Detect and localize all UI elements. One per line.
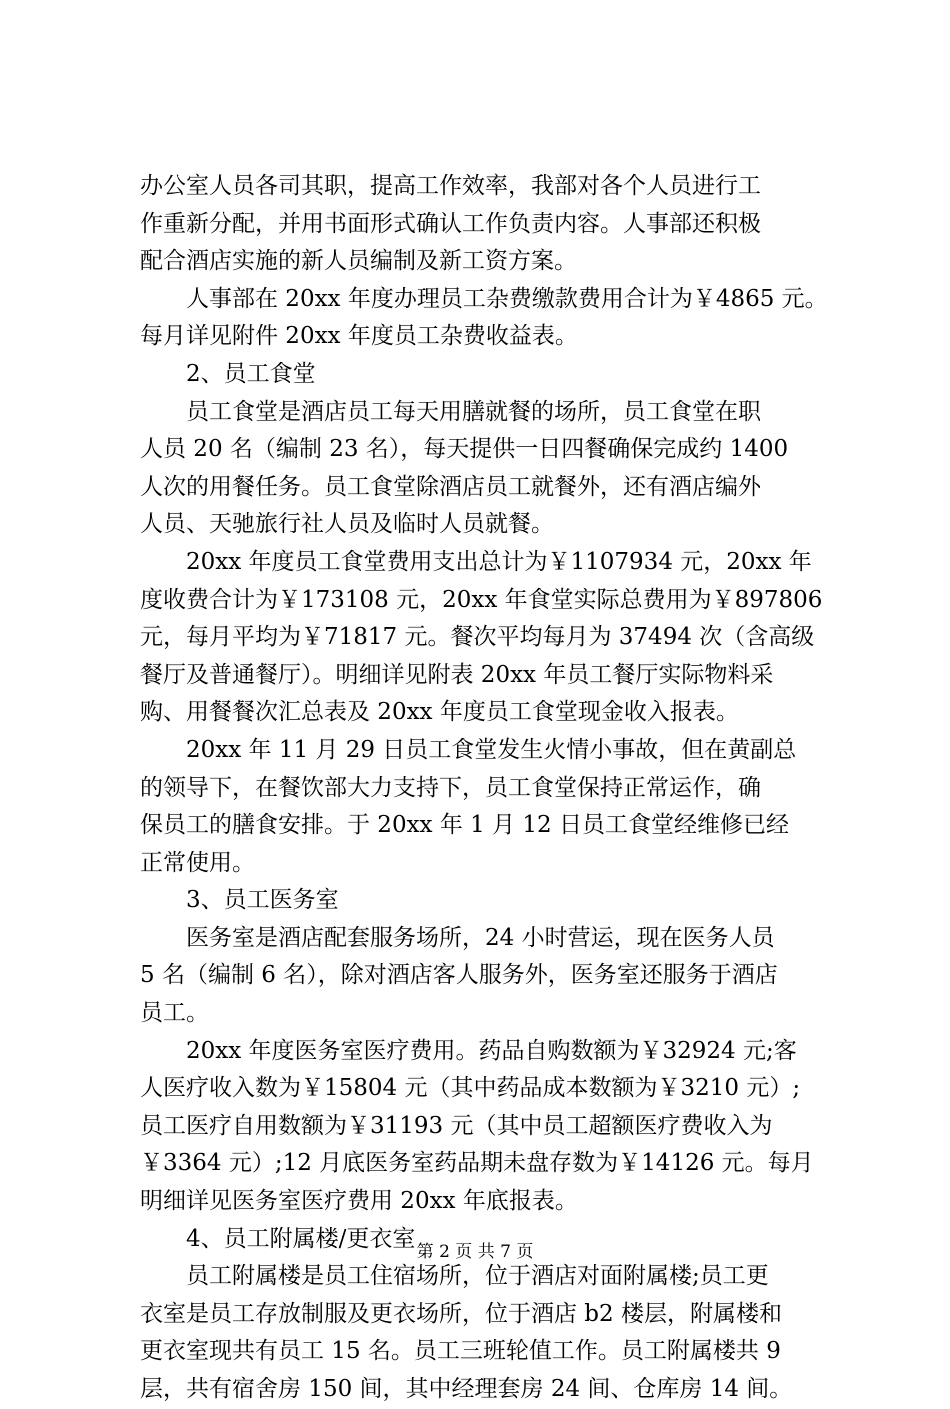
body-text-line: 保员工的膳食安排。于 20xx 年 1 月 12 日员工食堂经维修已经 [140,812,789,839]
section-heading-canteen: 2、员工食堂 [186,360,316,387]
body-text-line: 餐厅及普通餐厅）。明细详见附表 20xx 年员工餐厅实际物料采 [140,661,774,688]
body-text-line: 明细详见医务室医疗费用 20xx 年底报表。 [140,1188,578,1215]
document-body [140,168,830,1409]
paragraph-start-line: 20xx 年度员工食堂费用支出总计为￥1107934 元，20xx 年 [186,548,812,575]
page-number-footer: 第 2 页 共 7 页 [416,1242,534,1262]
body-text-line: 衣室是员工存放制服及更衣场所，位于酒店 b2 楼层，附属楼和 [140,1300,782,1327]
body-text-line: 5 名（编制 6 名），除对酒店客人服务外，医务室还服务于酒店 [140,962,778,989]
body-text-line: 人员 20 名（编制 23 名），每天提供一日四餐确保完成约 1400 [140,436,789,463]
section-heading-dormitory: 4、员工附属楼/更衣室 [186,1225,416,1252]
body-text-line: ￥3364 元）;12 月底医务室药品期未盘存数为￥14126 元。每月 [140,1150,814,1177]
body-text-line: 人次的用餐任务。员工食堂除酒店员工就餐外，还有酒店编外 [140,473,761,500]
paragraph-start-line: 医务室是酒店配套服务场所，24 小时营运，现在医务人员 [186,924,775,951]
body-text-line: 员工。 [140,1000,209,1027]
body-text-line: 配合酒店实施的新人员编制及新工资方案。 [140,248,577,275]
body-text-line: 每月详见附件 20xx 年度员工杂费收益表。 [140,323,578,350]
body-text-line: 度收费合计为￥173108 元，20xx 年食堂实际总费用为￥897806 [140,586,823,613]
body-text-line: 的领导下，在餐饮部大力支持下，员工食堂保持正常运作，确 [140,774,761,801]
paragraph-start-line: 员工食堂是酒店员工每天用膳就餐的场所，员工食堂在职 [186,398,761,425]
paragraph-start-line: 员工附属楼是员工住宿场所，位于酒店对面附属楼;员工更 [186,1263,769,1290]
body-text-line: 正常使用。 [140,849,255,876]
body-text-line: 层，共有宿舍房 150 间，其中经理套房 24 间、仓库房 14 间。 [140,1376,793,1402]
body-text-line: 更衣室现共有员工 15 名。员工三班轮值工作。员工附属楼共 9 [140,1338,781,1365]
section-heading-clinic: 3、员工医务室 [186,887,339,914]
paragraph-start-line: 20xx 年 11 月 29 日员工食堂发生火情小事故，但在黄副总 [186,736,797,763]
body-text-line: 办公室人员各司其职，提高工作效率，我部对各个人员进行工 [140,173,761,199]
body-text-line: 人员、天驰旅行社人员及临时人员就餐。 [140,511,554,538]
body-text-line: 元，每月平均为￥71817 元。餐次平均每月为 37494 次（含高级 [140,624,815,651]
body-text-line: 人医疗收入数为￥15804 元（其中药品成本数额为￥3210 元）; [140,1075,801,1102]
paragraph-start-line: 人事部在 20xx 年度办理员工杂费缴款费用合计为￥4865 元。 [186,285,828,312]
body-text-line: 作重新分配，并用书面形式确认工作负责内容。人事部还积极 [140,210,761,237]
body-text-line: 购、用餐餐次汇总表及 20xx 年度员工食堂现金收入报表。 [140,699,739,726]
paragraph-start-line: 20xx 年度医务室医疗费用。药品自购数额为￥32924 元;客 [186,1037,797,1064]
body-text-line: 员工医疗自用数额为￥31193 元（其中员工超额医疗费收入为 [140,1112,773,1139]
